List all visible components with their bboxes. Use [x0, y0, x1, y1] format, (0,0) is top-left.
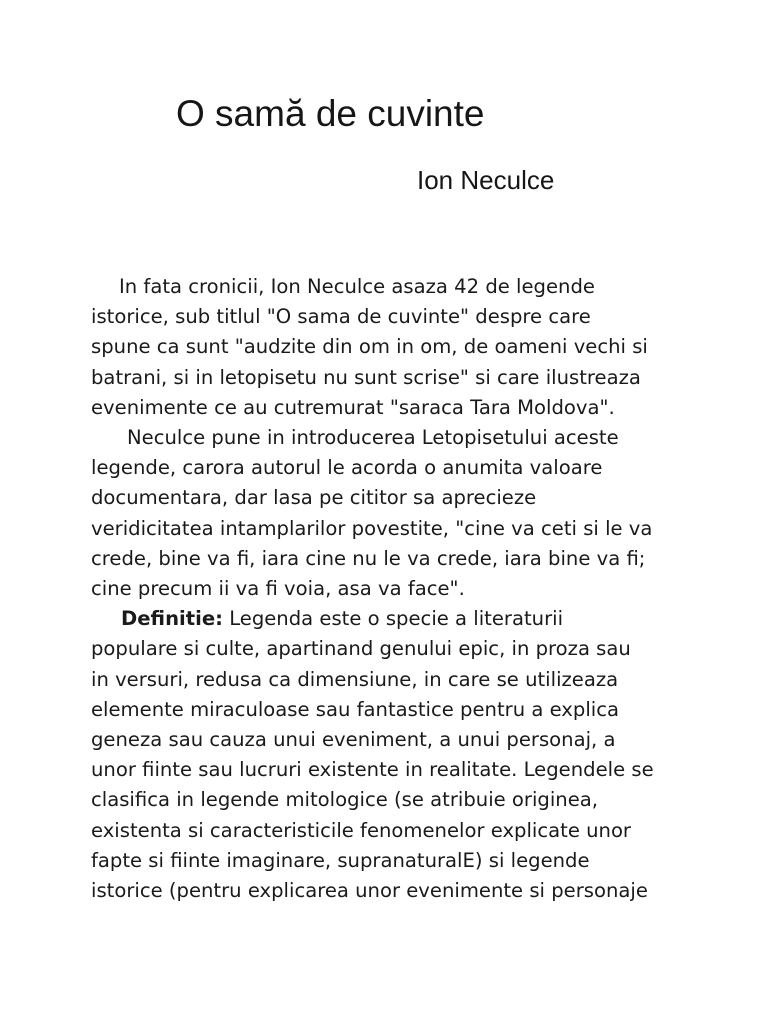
document-title: O samă de cuvinte — [176, 93, 485, 134]
text-line: crede, bine va fi, iara cine nu le va crede, iara bine va fi; — [91, 546, 646, 570]
document-author: Ion Neculce — [417, 165, 555, 195]
text-line: istorice, sub titlul "O sama de cuvinte" despre care — [91, 305, 591, 329]
text-line: In fata cronicii, Ion Neculce asaza 42 de legende — [119, 275, 595, 298]
text-line: populare si culte, apartinand genului epic, in proza sau — [91, 637, 631, 661]
text-line: cine precum ii va fi voia, asa va face". — [91, 577, 465, 601]
text-line: existenta si caracteristicile fenomenelor explicate unor — [91, 818, 631, 842]
text-line: spune ca sunt "audzite din om in om, de oameni vechi si — [91, 335, 648, 359]
text-line: documentara, dar lasa pe cititor sa aprecieze — [91, 486, 537, 510]
text-line: clasifica in legende mitologice (se atribuie originea, — [91, 788, 598, 812]
text-line: unor fiinte sau lucruri existente in realitate. Legendele se — [91, 758, 654, 782]
text-line: Neculce pune in introducerea Letopisetului aceste — [127, 426, 619, 450]
text-line: geneza sau cauza unui eveniment, a unui personaj, a — [91, 728, 616, 752]
text-line: evenimente ce au cutremurat "saraca Tara Moldova". — [91, 395, 615, 419]
definition-label: Definitie: — [121, 607, 223, 631]
text-line: legende, carora autorul le acorda o anumita valoare — [91, 456, 603, 480]
text-line: istorice (pentru explicarea unor evenimente si personaje — [91, 879, 648, 903]
text-line: batrani, si in letopisetu nu sunt scrise" si care ilustreaza — [91, 365, 641, 389]
text-line: elemente miraculoase sau fantastice pentru a explica — [91, 697, 619, 721]
text-line: in versuri, redusa ca dimensiune, in care se utilizeaza — [91, 667, 619, 691]
definition-line — [91, 604, 691, 634]
text-line: fapte si fiinte imaginare, supranaturalE) si legende — [91, 848, 590, 872]
definition-text: Legenda este o specie a literaturii — [229, 607, 564, 631]
text-line: veridicitatea intamplarilor povestite, "cine va ceti si le va — [91, 516, 653, 540]
document-body — [91, 272, 691, 906]
